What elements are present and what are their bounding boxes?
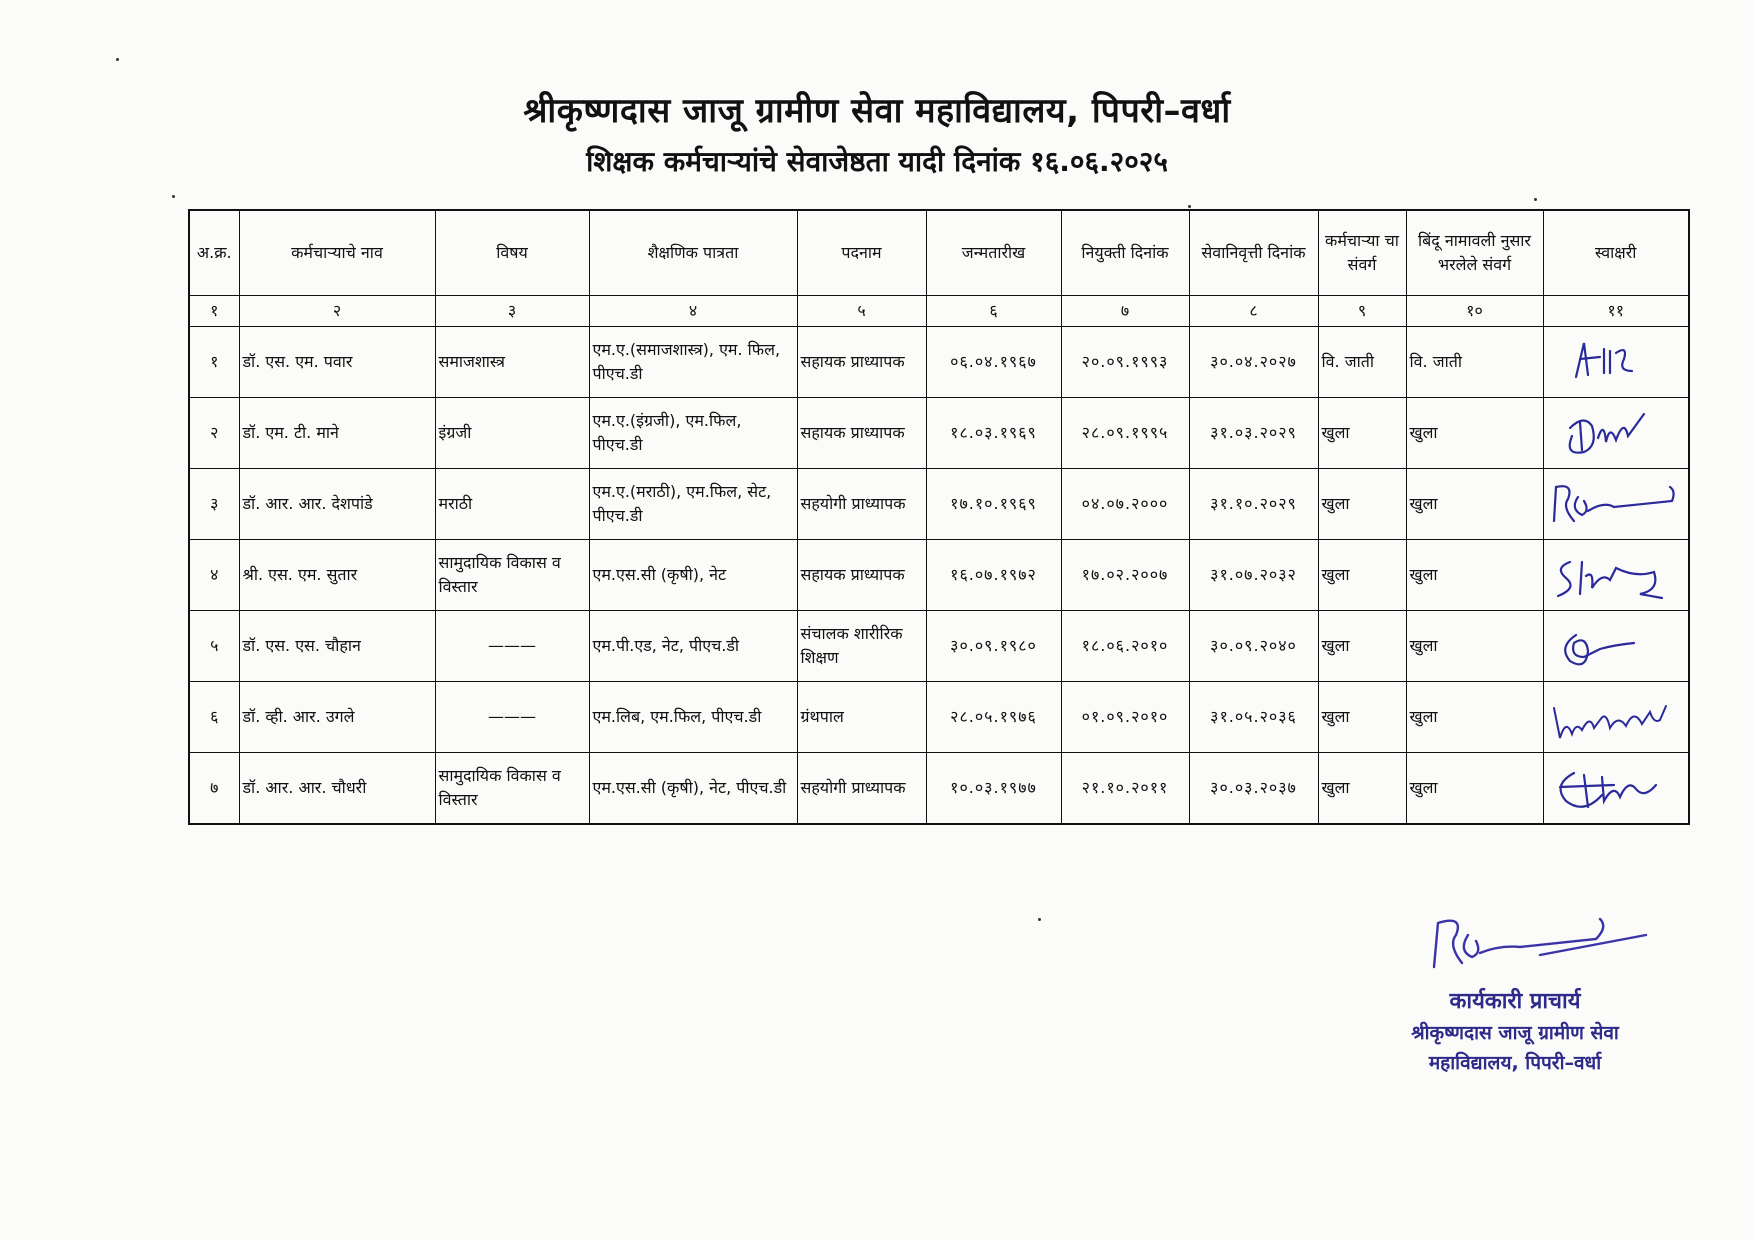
cell-subject: सामुदायिक विकास व विस्तार [435, 540, 589, 611]
cell-signature [1543, 753, 1689, 825]
column-number: १० [1406, 296, 1543, 327]
table-row [189, 398, 1689, 469]
cell-qualification: एम.ए.(मराठी), एम.फिल, सेट, पीएच.डी [589, 469, 797, 540]
cell-category: खुला [1318, 682, 1406, 753]
cell-sr: ६ [189, 682, 239, 753]
cell-signature [1543, 682, 1689, 753]
column-number: ९ [1318, 296, 1406, 327]
cell-subject: ——— [435, 611, 589, 682]
cell-retirement: ३१.०७.२०३२ [1189, 540, 1318, 611]
scan-speck [1534, 198, 1537, 201]
scan-speck [1188, 205, 1191, 208]
cell-roster-category: खुला [1406, 398, 1543, 469]
cell-signature [1543, 327, 1689, 398]
header-row [189, 210, 1689, 296]
cell-retirement: ३०.०४.२०२७ [1189, 327, 1318, 398]
header-qualification: शैक्षणिक पात्रता [589, 210, 797, 296]
cell-retirement: ३१.०५.२०३६ [1189, 682, 1318, 753]
cell-subject: मराठी [435, 469, 589, 540]
header-appointment: नियुक्ती दिनांक [1061, 210, 1189, 296]
handwritten-signature [1544, 471, 1684, 537]
cell-name: डॉ. एम. टी. माने [239, 398, 435, 469]
cell-roster-category: खुला [1406, 540, 1543, 611]
cell-qualification: एम.एस.सी (कृषी), नेट, पीएच.डी [589, 753, 797, 825]
header-designation: पदनाम [797, 210, 926, 296]
cell-name: डॉ. व्ही. आर. उगले [239, 682, 435, 753]
cell-designation: सहयोगी प्राध्यापक [797, 469, 926, 540]
cell-qualification: एम.पी.एड, नेट, पीएच.डी [589, 611, 797, 682]
column-number: ५ [797, 296, 926, 327]
cell-designation: सहायक प्राध्यापक [797, 327, 926, 398]
cell-dob: ३०.०९.१९८० [926, 611, 1061, 682]
cell-dob: १७.१०.१९६९ [926, 469, 1061, 540]
cell-signature [1543, 540, 1689, 611]
column-number: ७ [1061, 296, 1189, 327]
cell-appointment: १८.०६.२०१० [1061, 611, 1189, 682]
column-number: ३ [435, 296, 589, 327]
cell-sr: ५ [189, 611, 239, 682]
cell-name: श्री. एस. एम. सुतार [239, 540, 435, 611]
cell-dob: १६.०७.१९७२ [926, 540, 1061, 611]
cell-designation: सहायक प्राध्यापक [797, 540, 926, 611]
cell-signature [1543, 398, 1689, 469]
header-signature: स्वाक्षरी [1543, 210, 1689, 296]
column-number: ४ [589, 296, 797, 327]
cell-retirement: ३१.१०.२०२९ [1189, 469, 1318, 540]
cell-roster-category: खुला [1406, 682, 1543, 753]
column-number-row [189, 296, 1689, 327]
header-roster-category: बिंदू नामावली नुसार भरलेले संवर्ग [1406, 210, 1543, 296]
cell-designation: ग्रंथपाल [797, 682, 926, 753]
cell-dob: १८.०३.१९६९ [926, 398, 1061, 469]
cell-qualification: एम.लिब, एम.फिल, पीएच.डी [589, 682, 797, 753]
cell-category: वि. जाती [1318, 327, 1406, 398]
table-row [189, 540, 1689, 611]
cell-sr: १ [189, 327, 239, 398]
cell-appointment: ०४.०७.२००० [1061, 469, 1189, 540]
cell-category: खुला [1318, 398, 1406, 469]
column-number: १ [189, 296, 239, 327]
handwritten-signature [1544, 329, 1684, 395]
principal-signature [1420, 905, 1660, 995]
cell-retirement: ३१.०३.२०२९ [1189, 398, 1318, 469]
cell-appointment: २०.०९.१९९३ [1061, 327, 1189, 398]
seniority-table [188, 209, 1690, 825]
stamp-title: कार्यकारी प्राचार्य [1449, 989, 1581, 1014]
cell-retirement: ३०.०३.२०३७ [1189, 753, 1318, 825]
cell-name: डॉ. आर. आर. देशपांडे [239, 469, 435, 540]
cell-qualification: एम.ए.(समाजशास्त्र), एम. फिल, पीएच.डी [589, 327, 797, 398]
cell-roster-category: खुला [1406, 753, 1543, 825]
cell-appointment: २८.०९.१९९५ [1061, 398, 1189, 469]
cell-name: डॉ. आर. आर. चौधरी [239, 753, 435, 825]
cell-retirement: ३०.०९.२०४० [1189, 611, 1318, 682]
column-number: ८ [1189, 296, 1318, 327]
table-row [189, 682, 1689, 753]
cell-appointment: २१.१०.२०११ [1061, 753, 1189, 825]
column-number: ६ [926, 296, 1061, 327]
cell-subject: सामुदायिक विकास व विस्तार [435, 753, 589, 825]
scan-speck [1038, 918, 1041, 921]
cell-dob: १०.०३.१९७७ [926, 753, 1061, 825]
cell-subject: समाजशास्त्र [435, 327, 589, 398]
cell-category: खुला [1318, 540, 1406, 611]
cell-roster-category: वि. जाती [1406, 327, 1543, 398]
document-subtitle: शिक्षक कर्मचाऱ्यांचे सेवाजेष्ठता यादी दिनांक १६.०६.२०२५ [586, 145, 1168, 178]
cell-sr: ७ [189, 753, 239, 825]
cell-qualification: एम.एस.सी (कृषी), नेट [589, 540, 797, 611]
document-title: श्रीकृष्णदास जाजू ग्रामीण सेवा महाविद्यालय, पिपरी–वर्धा [523, 91, 1231, 131]
handwritten-signature [1544, 613, 1684, 679]
cell-subject: ——— [435, 682, 589, 753]
stamp-line: महाविद्यालय, पिपरी–वर्धा [1428, 1052, 1602, 1074]
header-sr: अ.क्र. [189, 210, 239, 296]
header-subject: विषय [435, 210, 589, 296]
cell-roster-category: खुला [1406, 611, 1543, 682]
cell-name: डॉ. एस. एस. चौहान [239, 611, 435, 682]
handwritten-signature [1544, 542, 1684, 608]
table-row [189, 611, 1689, 682]
handwritten-signature [1544, 684, 1684, 750]
cell-designation: सहायक प्राध्यापक [797, 398, 926, 469]
cell-designation: संचालक शारीरिक शिक्षण [797, 611, 926, 682]
cell-sr: ३ [189, 469, 239, 540]
header-name: कर्मचाऱ्याचे नाव [239, 210, 435, 296]
handwritten-signature [1544, 755, 1684, 821]
cell-qualification: एम.ए.(इंग्रजी), एम.फिल, पीएच.डी [589, 398, 797, 469]
cell-designation: सहयोगी प्राध्यापक [797, 753, 926, 825]
table-row [189, 469, 1689, 540]
header-dob: जन्मतारीख [926, 210, 1061, 296]
cell-signature [1543, 611, 1689, 682]
stamp-line: श्रीकृष्णदास जाजू ग्रामीण सेवा [1411, 1022, 1619, 1044]
cell-roster-category: खुला [1406, 469, 1543, 540]
cell-appointment: १७.०२.२००७ [1061, 540, 1189, 611]
handwritten-signature [1544, 400, 1684, 466]
column-number: २ [239, 296, 435, 327]
table-row [189, 753, 1689, 825]
header-retirement: सेवानिवृत्ती दिनांक [1189, 210, 1318, 296]
cell-category: खुला [1318, 611, 1406, 682]
table-row [189, 327, 1689, 398]
cell-dob: २८.०५.१९७६ [926, 682, 1061, 753]
column-number: ११ [1543, 296, 1689, 327]
cell-name: डॉ. एस. एम. पवार [239, 327, 435, 398]
scan-speck [116, 58, 119, 61]
cell-signature [1543, 469, 1689, 540]
cell-category: खुला [1318, 469, 1406, 540]
cell-sr: २ [189, 398, 239, 469]
cell-category: खुला [1318, 753, 1406, 825]
cell-subject: इंग्रजी [435, 398, 589, 469]
scan-speck [172, 195, 175, 198]
cell-sr: ४ [189, 540, 239, 611]
cell-dob: ०६.०४.१९६७ [926, 327, 1061, 398]
cell-appointment: ०१.०९.२०१० [1061, 682, 1189, 753]
principal-stamp [1350, 985, 1680, 1075]
header-category: कर्मचाऱ्या चा संवर्ग [1318, 210, 1406, 296]
